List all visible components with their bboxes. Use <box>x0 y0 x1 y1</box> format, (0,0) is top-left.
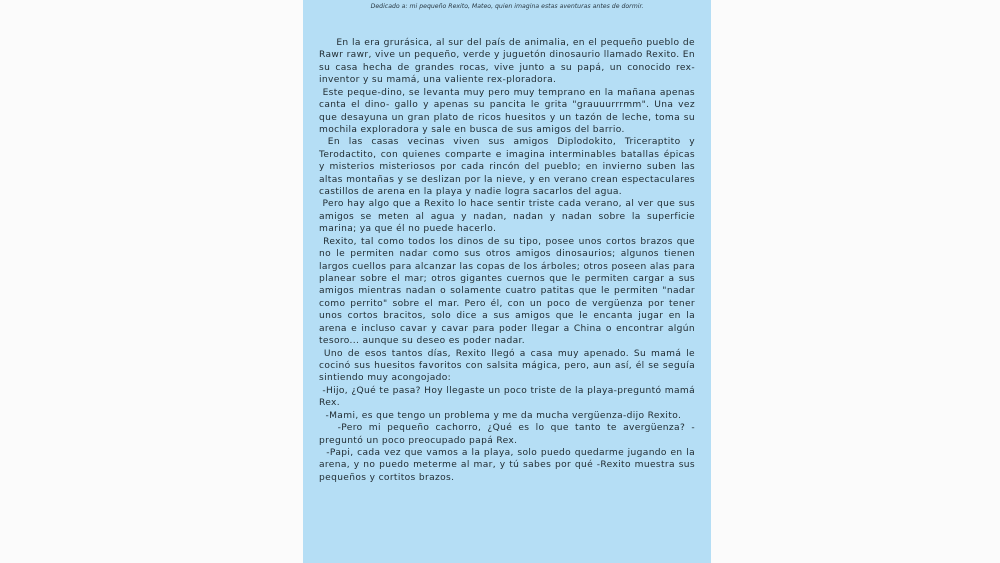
dedication-text: Dedicado a: mi pequeño Rexito, Mateo, quien imagina estas aventuras antes de dormir. <box>370 3 644 10</box>
paragraph: En la era grurásica, al sur del país de animalia, en el pequeño pueblo de Rawr rawr, vive un pequeño, verde y juguetón dinosaurio llamado Rexito. En su casa hecha de grandes rocas, vive junto a su papá, un conocido rex-inventor y su mamá, una valiente rex-ploradora. <box>319 38 695 86</box>
paragraph: -Hijo, ¿Qué te pasa? Hoy llegaste un poco triste de la playa-preguntó mamá Rex. <box>319 385 695 409</box>
story-body <box>319 37 695 484</box>
paragraph: Rexito, tal como todos los dinos de su tipo, posee unos cortos brazos que no le permiten nadar como sus otros amigos dinosaurios; algunos tienen largos cuellos para alcanzar las copas de los árboles; otros poseen alas para planear sobre el mar; otros gigantes cuernos que le permiten cargar a sus amigos mientras nadan o solamente cuatro patitas que le permiten "nadar como perrito" sobre el mar. Pero él, con un poco de vergüenza por tener unos cortos bracitos, solo dice a sus amigos que le encanta jugar en la arena e incluso cavar y cavar para poder llegar a China o encontrar algún tesoro... aunque su deseo es poder nadar. <box>319 236 695 347</box>
paragraph: -Pero mi pequeño cachorro, ¿Qué es lo que tanto te avergüenza? - preguntó un poco preocupado papá Rex. <box>319 423 695 446</box>
paragraph: Pero hay algo que a Rexito lo hace sentir triste cada verano, al ver que sus amigos se meten al agua y nadan, nadan y nadan sobre la superficie marina; ya que él no puede hacerlo. <box>319 199 695 235</box>
paragraph: Este peque-dino, se levanta muy pero muy temprano en la mañana apenas canta el dino- gallo y apenas su pancita le grita "grauuurrrmm". Una vez que desayuna un gran plato de ricos huesitos y un tazón de leche, toma su mochila exploradora y sale en busca de sus amigos del barrio. <box>319 87 695 135</box>
paragraph: En las casas vecinas viven sus amigos Diplodokito, Triceraptito y Terodactito, con quienes comparte e imagina interminables batallas épicas y misterios misteriosos por cada rincón del pueblo; en invierno suben las altas montañas y se deslizan por la nieve, y en verano crean espectaculares castillos de arena en la playa y nadie logra sacarlos del agua. <box>319 137 695 198</box>
paragraph: -Mami, es que tengo un problema y me da mucha vergüenza-dijo Rexito. <box>319 410 682 421</box>
book-page <box>303 0 711 563</box>
paragraph: Uno de esos tantos días, Rexito llegó a casa muy apenado. Su mamá le cocinó sus huesitos favoritos con salsita mágica, pero, aun así, él se seguía sintiendo muy acongojado: <box>319 348 695 384</box>
paragraph: -Papi, cada vez que vamos a la playa, solo puedo quedarme jugando en la arena, y no puedo meterme al mar, y tú sabes por qué -Rexito muestra sus pequeños y cortitos brazos. <box>319 447 695 483</box>
